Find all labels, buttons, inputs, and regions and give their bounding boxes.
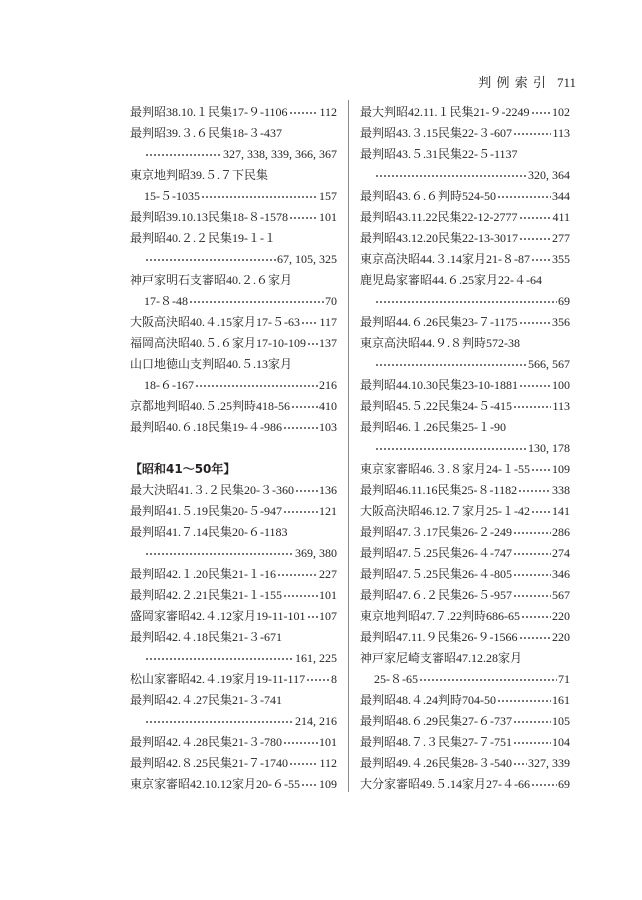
index-entry — [360, 585, 570, 606]
page-references: 161, 225 — [295, 651, 337, 665]
page-references: 157 — [319, 189, 337, 203]
dot-leader — [375, 354, 527, 375]
page-references: 103 — [319, 420, 337, 434]
index-entry — [130, 291, 337, 312]
case-citation: 15-５-1035 — [144, 189, 200, 203]
dot-leader — [513, 522, 551, 543]
page-references: 136 — [319, 483, 337, 497]
case-citation: 大阪高決昭46.12.７家月25-１-42 — [360, 504, 530, 518]
page-references: 112 — [319, 756, 337, 770]
index-entry — [360, 459, 570, 480]
index-entry — [360, 690, 570, 711]
page-references: 109 — [319, 777, 337, 791]
page-references: 220 — [552, 630, 570, 644]
index-entry — [130, 123, 337, 144]
index-entry — [360, 102, 570, 123]
index-entry — [130, 564, 337, 585]
index-entry — [130, 543, 337, 564]
case-citation: 盛岡家審昭42.４.12家月19-11-101 — [130, 609, 306, 623]
index-entry — [360, 354, 570, 375]
dot-leader — [519, 312, 551, 333]
index-entry — [130, 186, 337, 207]
dot-leader — [201, 186, 318, 207]
page-number: 711 — [556, 75, 576, 90]
dot-leader — [513, 711, 551, 732]
dot-leader — [195, 375, 318, 396]
dot-leader — [145, 249, 276, 270]
dot-leader — [283, 732, 318, 753]
case-citation: 最大判昭42.11.１民集21-９-2249 — [360, 105, 530, 119]
dot-leader — [145, 648, 294, 669]
dot-leader — [289, 753, 318, 774]
case-citation: 最判昭48.７.３民集27-７-751 — [360, 735, 512, 749]
case-citation: 最判昭47.５.25民集26-４-805 — [360, 567, 512, 581]
index-entry — [360, 711, 570, 732]
case-citation: 最判昭42.２.21民集21-１-155 — [130, 588, 282, 602]
index-entry — [130, 606, 337, 627]
running-head-title: 判 例 索 引 — [478, 75, 547, 90]
page-references: 113 — [552, 126, 570, 140]
case-citation: 最判昭45.５.22民集24-５-415 — [360, 399, 512, 413]
index-entry — [360, 753, 570, 774]
page-references: 69 — [558, 777, 570, 791]
case-citation: 最判昭47.５.25民集26-４-747 — [360, 546, 512, 560]
index-entry — [360, 564, 570, 585]
case-citation: 最判昭44.10.30民集23-10-1881 — [360, 378, 518, 392]
case-citation: 最判昭41.５.19民集20-５-947 — [130, 504, 282, 518]
index-entry — [360, 543, 570, 564]
case-citation: 最判昭40.６.18民集19-４-986 — [130, 420, 282, 434]
index-entry — [130, 522, 337, 543]
dot-leader — [497, 690, 551, 711]
case-citation: 東京高決昭44.９.８判時572-38 — [360, 336, 520, 350]
index-entry — [360, 669, 570, 690]
index-entry — [360, 270, 570, 291]
entry-list — [360, 102, 570, 795]
dot-leader — [306, 669, 330, 690]
case-citation: 東京家審昭46.３.８家月24-１-55 — [360, 462, 530, 476]
page-references: 355 — [552, 252, 570, 266]
page-references: 104 — [552, 735, 570, 749]
case-citation: 最判昭42.４.28民集21-３-780 — [130, 735, 282, 749]
index-column-left — [130, 102, 337, 795]
case-citation: 最判昭48.６.29民集27-６-737 — [360, 714, 512, 728]
page-references: 286 — [552, 525, 570, 539]
index-entry — [130, 732, 337, 753]
case-citation: 最判昭42.４.27民集21-３-741 — [130, 693, 282, 707]
dot-leader — [301, 774, 318, 795]
case-citation: 大分家審昭49.５.14家月27-４-66 — [360, 777, 530, 791]
index-column-right — [360, 102, 570, 795]
case-citation: 最判昭44.６.26民集23-７-1175 — [360, 315, 518, 329]
index-entry — [360, 291, 570, 312]
index-entry — [360, 480, 570, 501]
dot-leader — [283, 417, 318, 438]
page-references: 113 — [552, 399, 570, 413]
page-references: 216 — [319, 378, 337, 392]
case-citation: 最判昭41.７.14民集20-６-1183 — [130, 525, 288, 539]
dot-leader — [519, 375, 551, 396]
page-references: 214, 216 — [295, 714, 337, 728]
page-references: 327, 338, 339, 366, 367 — [223, 147, 337, 161]
dot-leader — [283, 585, 318, 606]
dot-leader — [531, 249, 551, 270]
index-entry — [130, 333, 337, 354]
case-citation: 東京高決昭44.３.14家月21-８-87 — [360, 252, 530, 266]
page-references: 71 — [558, 672, 570, 686]
page-references: 566, 567 — [528, 357, 570, 371]
page-references: 320, 364 — [528, 168, 570, 182]
case-citation: 大阪高決昭40.４.15家月17-５-63 — [130, 315, 300, 329]
page-references: 101 — [319, 735, 337, 749]
case-citation: 神戸家尼崎支審昭47.12.28家月 — [360, 651, 523, 665]
index-entry — [360, 186, 570, 207]
index-entry — [130, 480, 337, 501]
index-entry — [360, 249, 570, 270]
page-references: 109 — [552, 462, 570, 476]
dot-leader — [375, 291, 557, 312]
page-references: 356 — [552, 315, 570, 329]
index-entry — [130, 249, 337, 270]
page-references: 346 — [552, 567, 570, 581]
page-references: 121 — [319, 504, 337, 518]
page-references: 8 — [331, 672, 337, 686]
dot-leader — [513, 585, 551, 606]
index-entry — [130, 711, 337, 732]
index-entry — [130, 417, 337, 438]
column-divider — [348, 100, 349, 792]
index-entry — [130, 207, 337, 228]
index-entry — [130, 228, 337, 249]
case-citation: 最判昭43.５.31民集22-５-1137 — [360, 147, 518, 161]
case-citation: 最判昭43.３.15民集22-３-607 — [360, 126, 512, 140]
index-entry — [130, 753, 337, 774]
case-citation: 東京地判昭39.５.７下民集 — [130, 168, 269, 182]
dot-leader — [295, 480, 318, 501]
dot-leader — [289, 207, 318, 228]
entry-list — [130, 102, 337, 438]
dot-leader — [518, 480, 551, 501]
case-citation: 東京家審昭42.10.12家月20-６-55 — [130, 777, 300, 791]
dot-leader — [375, 438, 527, 459]
page-references: 220 — [552, 609, 570, 623]
page-references: 227 — [319, 567, 337, 581]
page-references: 141 — [552, 504, 570, 518]
dot-leader — [513, 396, 551, 417]
index-entry — [360, 438, 570, 459]
case-citation: 最判昭43.11.22民集22-12-2777 — [360, 210, 518, 224]
dot-leader — [531, 459, 551, 480]
dot-leader — [375, 165, 527, 186]
case-citation: 最判昭46.11.16民集25-８-1182 — [360, 483, 518, 497]
page-references: 69 — [558, 294, 570, 308]
case-citation: 山口地徳山支判昭40.５.13家月 — [130, 357, 293, 371]
index-entry — [360, 501, 570, 522]
index-entry — [130, 627, 337, 648]
index-entry — [360, 606, 570, 627]
page-references: 410 — [319, 399, 337, 413]
case-citation: 最大決昭41.３.２民集20-３-360 — [130, 483, 294, 497]
page-references: 130, 178 — [528, 441, 570, 455]
case-citation: 最判昭43.６.６判時524-50 — [360, 189, 496, 203]
case-citation: 最判昭48.４.24判時704-50 — [360, 693, 496, 707]
case-citation: 最判昭38.10.１民集17-９-1106 — [130, 105, 288, 119]
dot-leader — [519, 627, 551, 648]
index-entry — [360, 312, 570, 333]
case-citation: 25-８-65 — [374, 672, 418, 686]
case-citation: 最判昭46.１.26民集25-１-90 — [360, 420, 506, 434]
case-citation: 18-６-167 — [144, 378, 194, 392]
page-references: 344 — [552, 189, 570, 203]
case-citation: 最判昭39.10.13民集18-８-1578 — [130, 210, 288, 224]
index-entry — [130, 102, 337, 123]
dot-leader — [307, 606, 318, 627]
dot-leader — [519, 228, 551, 249]
index-entry — [130, 396, 337, 417]
dot-leader — [307, 333, 318, 354]
index-entry — [130, 165, 337, 186]
index-entry — [130, 354, 337, 375]
page-references: 137 — [319, 336, 337, 350]
case-citation: 最判昭40.２.２民集19-１-１ — [130, 231, 276, 245]
dot-leader — [283, 501, 318, 522]
running-head — [478, 74, 576, 92]
index-entry — [360, 648, 570, 669]
dot-leader — [291, 396, 318, 417]
case-citation: 東京地判昭47.７.22判時686-65 — [360, 609, 520, 623]
dot-leader — [419, 669, 557, 690]
dot-leader — [145, 543, 294, 564]
dot-leader — [513, 564, 551, 585]
page-references: 107 — [319, 609, 337, 623]
index-entry — [130, 669, 337, 690]
index-entry — [130, 648, 337, 669]
index-entry — [360, 627, 570, 648]
index-entry — [130, 774, 337, 795]
case-citation: 最判昭47.３.17民集26-２-249 — [360, 525, 512, 539]
index-entry — [130, 501, 337, 522]
index-entry — [130, 585, 337, 606]
page-references: 411 — [552, 210, 570, 224]
case-citation: 鹿児島家審昭44.６.25家月22-４-64 — [360, 273, 542, 287]
index-entry — [130, 375, 337, 396]
page-references: 338 — [552, 483, 570, 497]
dot-leader — [513, 123, 551, 144]
index-entry — [360, 228, 570, 249]
index-entry — [360, 417, 570, 438]
section-heading: 【昭和41～50年】 — [130, 462, 236, 476]
case-citation: 最判昭42.８.25民集21-７-1740 — [130, 756, 288, 770]
case-citation: 最判昭49.４.26民集28-３-540 — [360, 756, 512, 770]
index-entry — [360, 396, 570, 417]
index-entry — [360, 123, 570, 144]
index-entry — [360, 774, 570, 795]
index-entry — [130, 312, 337, 333]
page-references: 101 — [319, 210, 337, 224]
page-references: 101 — [319, 588, 337, 602]
dot-leader — [513, 732, 551, 753]
dot-leader — [531, 501, 551, 522]
case-citation: 17-８-48 — [144, 294, 188, 308]
case-citation: 最判昭42.１.20民集21-１-16 — [130, 567, 276, 581]
index-entry — [130, 270, 337, 291]
dot-leader — [301, 312, 318, 333]
case-citation: 福岡高決昭40.５.６家月17-10-109 — [130, 336, 306, 350]
page-references: 117 — [319, 315, 337, 329]
page-references: 369, 380 — [295, 546, 337, 560]
page-references: 70 — [325, 294, 337, 308]
page-references: 274 — [552, 546, 570, 560]
dot-leader — [497, 186, 551, 207]
case-citation: 最判昭43.12.20民集22-13-3017 — [360, 231, 518, 245]
page-references: 567 — [552, 588, 570, 602]
dot-leader — [189, 291, 324, 312]
index-entry — [360, 333, 570, 354]
page-references: 67, 105, 325 — [277, 252, 337, 266]
page-references: 161 — [552, 693, 570, 707]
case-citation: 最判昭47.11.９民集26-９-1566 — [360, 630, 518, 644]
index-entry — [360, 207, 570, 228]
index-entry — [360, 732, 570, 753]
dot-leader — [531, 774, 557, 795]
case-citation: 最判昭42.４.18民集21-３-671 — [130, 630, 282, 644]
dot-leader — [513, 753, 527, 774]
page-references: 277 — [552, 231, 570, 245]
page-references: 105 — [552, 714, 570, 728]
index-entry — [360, 144, 570, 165]
page-references: 112 — [319, 105, 337, 119]
dot-leader — [513, 543, 551, 564]
entry-list — [130, 480, 337, 795]
case-citation: 松山家審昭42.４.19家月19-11-117 — [130, 672, 306, 686]
case-citation: 京都地判昭40.５.25判時418-56 — [130, 399, 290, 413]
page-references: 327, 339 — [528, 756, 570, 770]
index-entry — [360, 165, 570, 186]
case-citation: 最判昭39.３.６民集18-３-437 — [130, 126, 282, 140]
index-entry — [130, 690, 337, 711]
case-citation: 最判昭47.６.２民集26-５-957 — [360, 588, 512, 602]
index-entry — [360, 522, 570, 543]
dot-leader — [521, 606, 551, 627]
dot-leader — [519, 207, 552, 228]
dot-leader — [145, 144, 222, 165]
dot-leader — [531, 102, 551, 123]
dot-leader — [289, 102, 319, 123]
index-entry — [360, 375, 570, 396]
page-references: 102 — [552, 105, 570, 119]
page-references: 100 — [552, 378, 570, 392]
dot-leader — [145, 711, 294, 732]
case-citation: 神戸家明石支審昭40.２.６家月 — [130, 273, 293, 287]
index-entry — [130, 144, 337, 165]
dot-leader — [277, 564, 318, 585]
